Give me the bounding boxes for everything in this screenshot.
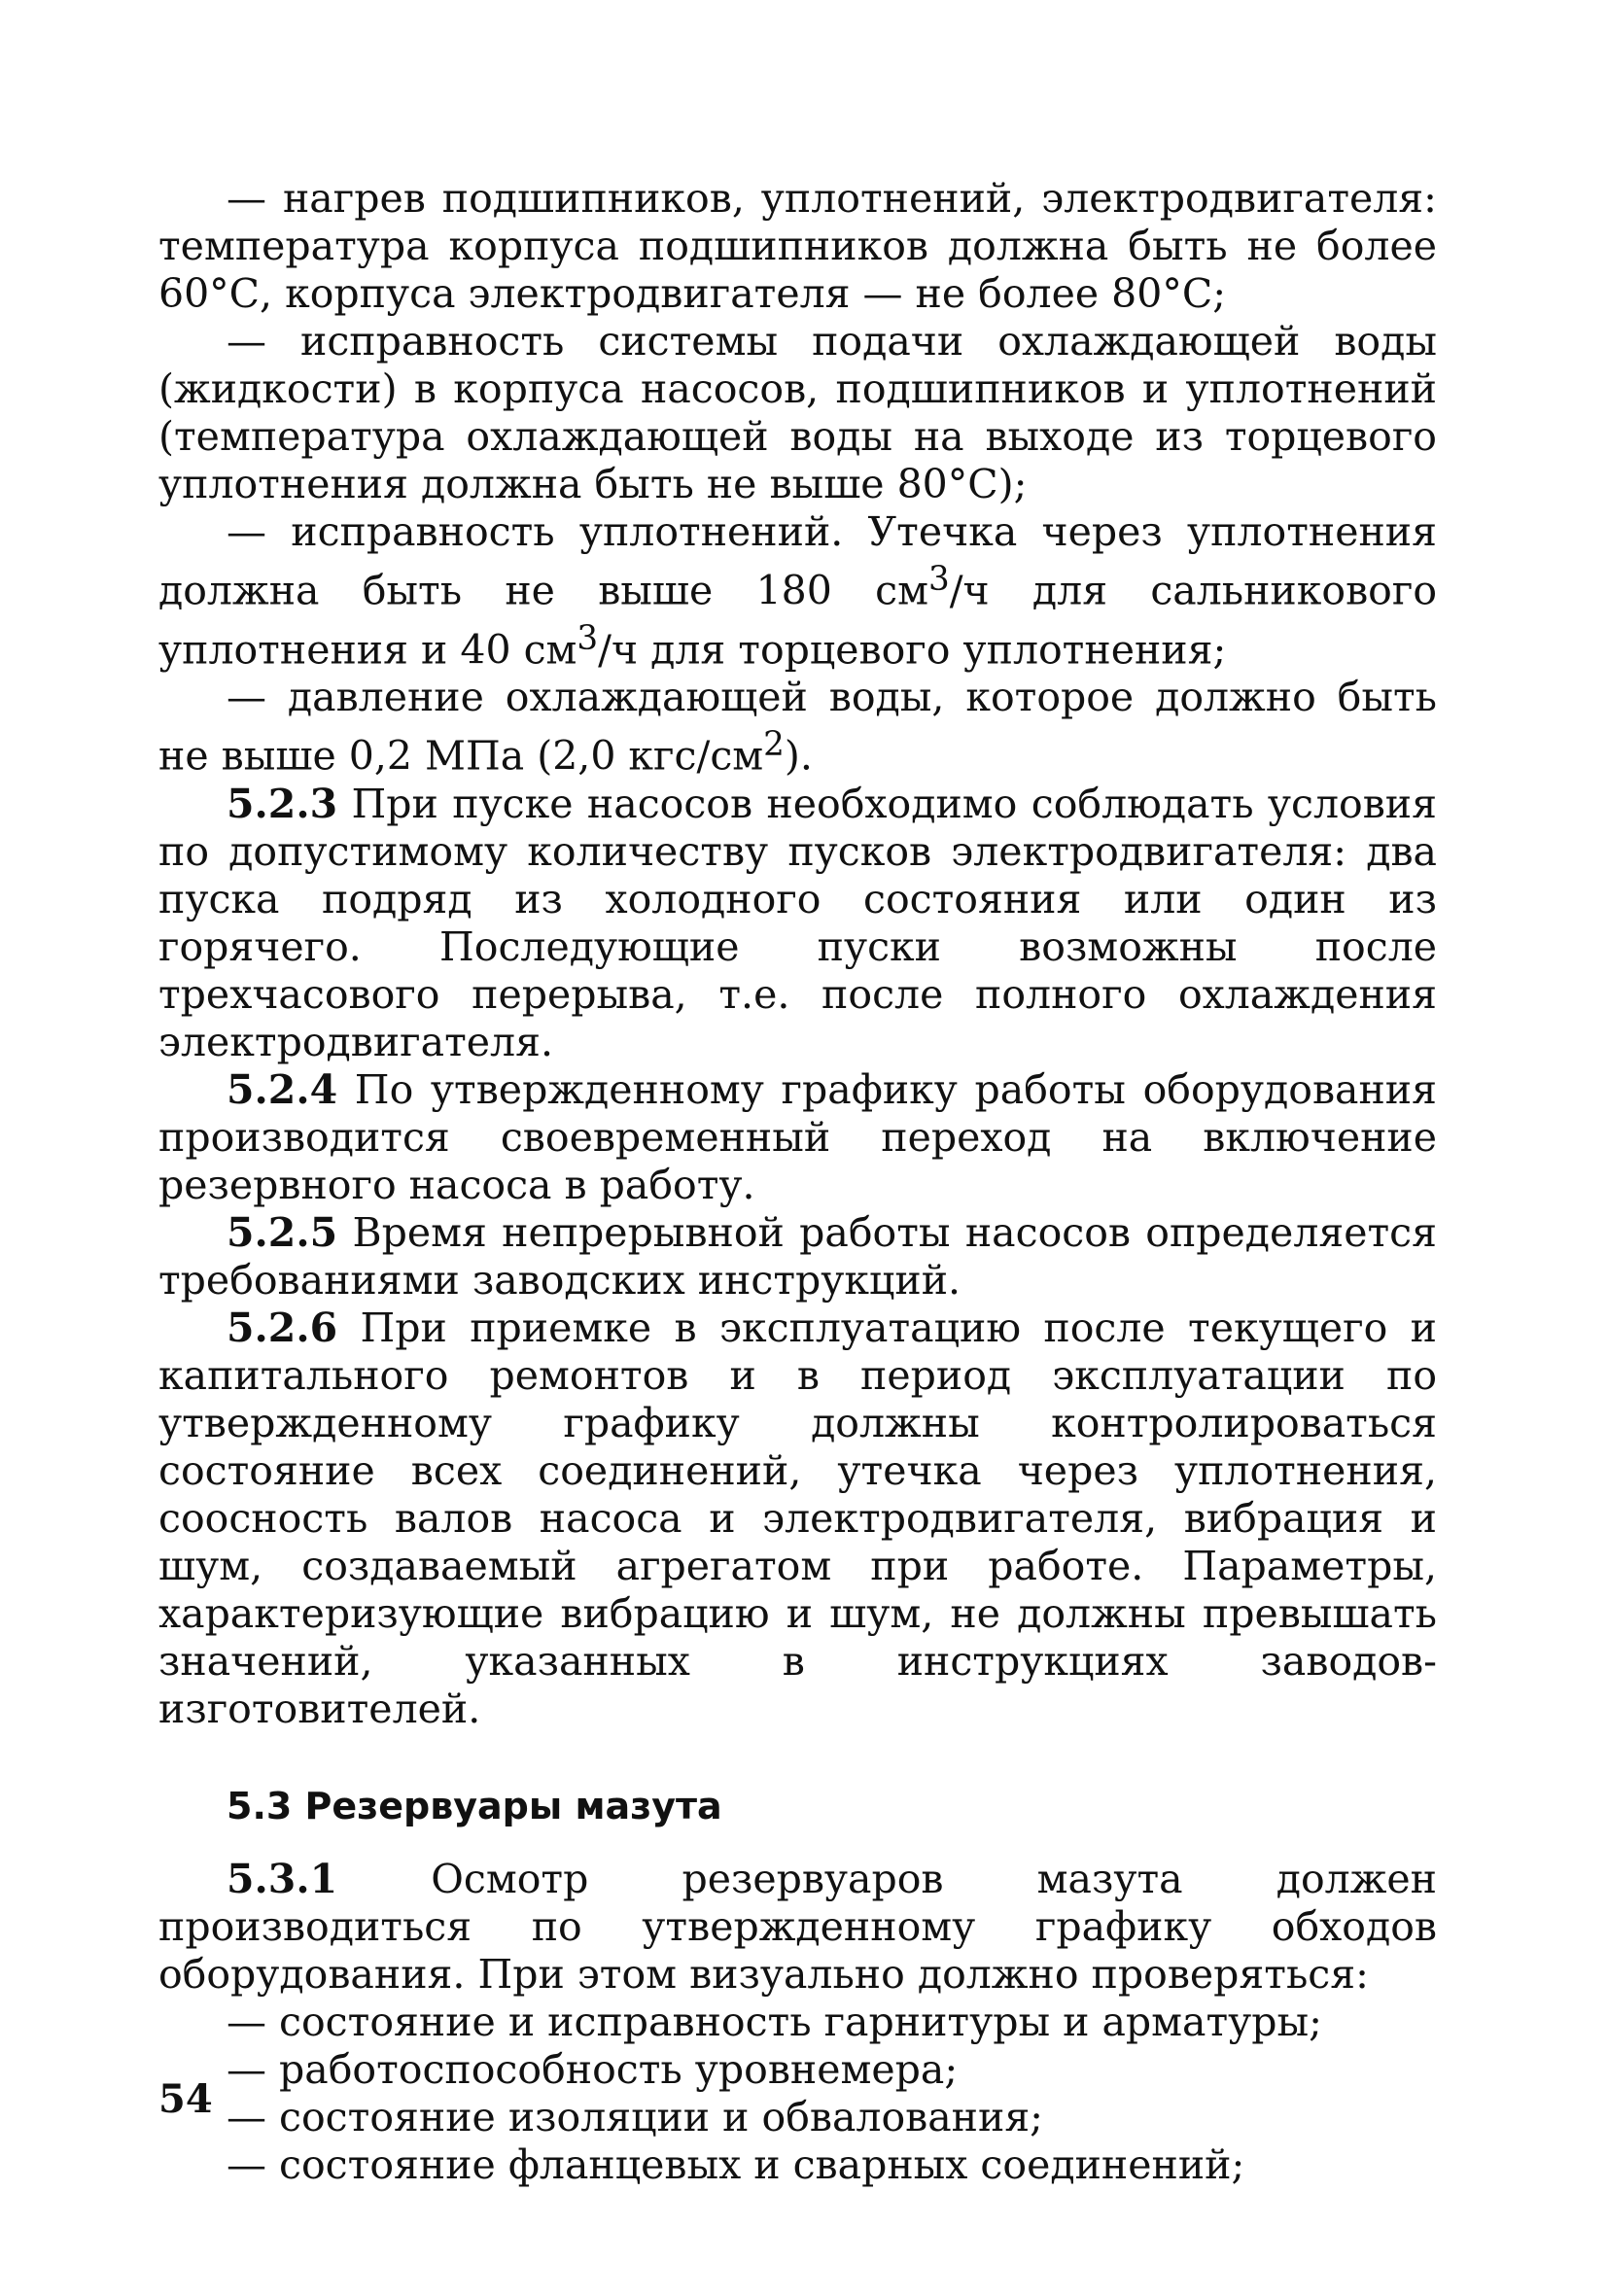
pressure-text-1: — давление охлаждающей воды, которое должно быть не выше 0,2 МПа (2,0 кгс/см [158,674,1437,780]
seal-text-1: — исправность уплотнений. Утечка через уплотнения должна быть не выше 180 см [158,508,1437,614]
paragraph-5-2-4 [158,1066,1437,1209]
list-item-insulation: — состояние изоляции и обвалования; [227,2093,1043,2140]
seal-text-3: /ч для торцевого уплотнения; [598,626,1227,674]
list-item-bearing-heating: — нагрев подшипников, уплотнений, электродвигателя: температура корпуса подшипников должна быть не более 60°С, корпуса электродвигателя — не более 80°С; [158,175,1437,317]
list-item-fittings: — состояние и исправность гарнитуры и арматуры; [227,1998,1322,2045]
clause-text: Время непрерывной работы насосов определяется требованиями заводских инструкций. [158,1208,1437,1304]
list-item-seal-condition [158,508,1437,674]
list-item-flange-joints: — состояние фланцевых и сварных соединений; [227,2140,1245,2188]
clause-text: Осмотр резервуаров мазута должен производиться по утвержденному графику обходов оборудования. При этом визуально должно проверяться: [158,1855,1437,1998]
list-item-level-gauge: — работоспособность уровнемера; [227,2045,959,2093]
seal-sup-1: 3 [927,560,950,599]
page-number: 54 [158,2076,213,2122]
seal-sup-2: 3 [577,618,599,658]
paragraph-5-3-1 [158,1856,1437,1999]
clause-number: 5.2.3 [227,780,338,827]
page-body [158,175,1437,2189]
clause-number: 5.3.1 [227,1855,338,1902]
paragraph-5-2-3 [158,781,1437,1066]
seal-text-2: /ч для сальникового уплотнения и 40 см [158,567,1437,674]
clause-number: 5.2.6 [227,1304,338,1351]
clause-text: При пуске насосов необходимо соблюдать условия по допустимому количеству пусков электродвигателя: два пуска подряд из холодного состояния или один из горячего. Последующие пуски возможны после трехчасового перерыва, т.е. после полного охлаждения электродвигателя. [158,780,1437,1065]
paragraph-5-2-5 [158,1209,1437,1305]
section-heading: 5.3 Резервуары мазута [227,1784,722,1827]
clause-text: По утвержденному графику работы оборудования производится своевременный переход на включение резервного насоса в работу. [158,1065,1437,1208]
pressure-sup: 2 [763,725,785,765]
clause-number: 5.2.4 [227,1065,338,1113]
clause-number: 5.2.5 [227,1208,338,1256]
paragraph-5-2-6 [158,1305,1437,1733]
clause-text: При приемке в эксплуатацию после текущего и капитального ремонтов и в период эксплуатации по утвержденному графику должны контролироваться состояние всех соединений, утечка через уплотнения, соосность валов насоса и электродвигателя, вибрация и шум, создаваемый агрегатом при работе. Параметры, характеризующие вибрацию и шум, не должны превышать значений, указанных в инструкциях заводов-изготовителей. [158,1304,1437,1732]
list-item-water-pressure [158,674,1437,781]
list-item-cooling-system: — исправность системы подачи охлаждающей воды (жидкости) в корпуса насосов, подшипников и уплотнений (температура охлаждающей воды на выходе из торцевого уплотнения должна быть не выше 80°С); [158,318,1437,507]
pressure-text-2: ). [784,732,813,780]
